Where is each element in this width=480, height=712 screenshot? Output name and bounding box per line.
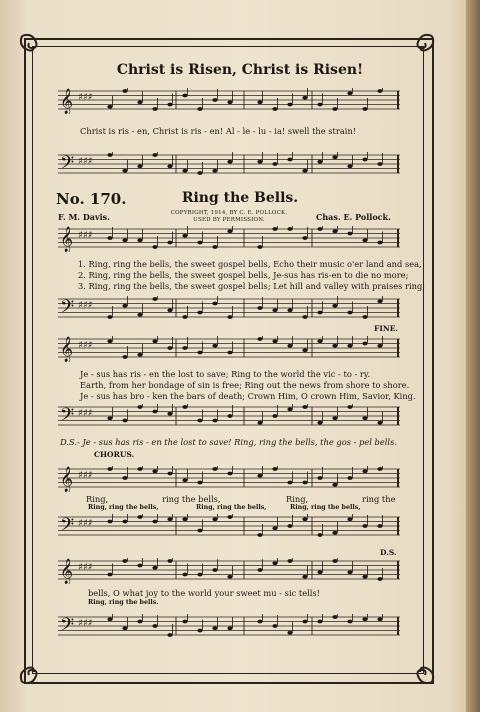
note-head xyxy=(182,405,187,409)
note-head xyxy=(272,308,277,312)
note-head xyxy=(197,311,202,315)
key-signature-icon: ♯♯♯ xyxy=(78,470,93,481)
note-head xyxy=(287,344,292,348)
key-signature-icon: ♯♯♯ xyxy=(78,408,93,419)
note-head xyxy=(182,315,187,319)
note-head xyxy=(167,164,172,168)
note-head xyxy=(287,524,292,528)
note-head xyxy=(287,407,292,411)
note-head xyxy=(182,346,187,350)
note-head xyxy=(182,620,187,624)
hymn-number: No. 170. xyxy=(56,190,127,208)
note-head xyxy=(332,416,337,420)
note-head xyxy=(332,531,337,535)
note-head xyxy=(122,89,127,93)
verse-line-3: 3. Ring, ring the bells, the sweet gospel bells; Let hill and valley with praises ring; xyxy=(78,281,426,291)
note-head xyxy=(317,227,322,231)
note-head xyxy=(257,337,262,341)
note-head xyxy=(287,227,292,231)
note-head xyxy=(377,421,382,425)
note-head xyxy=(257,474,262,478)
note-head xyxy=(197,419,202,423)
note-head xyxy=(377,577,382,581)
book-spine xyxy=(466,0,480,712)
note-head xyxy=(287,158,292,162)
note-head xyxy=(302,236,307,240)
music-staff xyxy=(58,88,400,114)
note-head xyxy=(332,229,337,233)
clef-icon: 𝄢 xyxy=(60,297,75,322)
note-head xyxy=(122,169,127,173)
note-head xyxy=(257,421,262,425)
note-head xyxy=(137,467,142,471)
note-head xyxy=(167,241,172,245)
note-head xyxy=(317,160,322,164)
note-head xyxy=(302,517,307,521)
note-head xyxy=(107,416,112,420)
note-head xyxy=(107,339,112,343)
final-treble-lyrics: bells, O what joy to the world your sweet mu - sic tells! xyxy=(88,588,321,598)
note-head xyxy=(137,353,142,357)
chorus-bass-words: Ring, ring the bells, xyxy=(196,504,267,511)
note-head xyxy=(377,89,382,93)
key-signature-icon: ♯♯♯ xyxy=(78,340,93,351)
note-head xyxy=(152,107,157,111)
note-head xyxy=(362,575,367,579)
note-head xyxy=(152,410,157,414)
staff-drawing xyxy=(58,296,400,322)
note-head xyxy=(287,103,292,107)
note-head xyxy=(287,308,292,312)
note-head xyxy=(287,481,292,485)
note-head xyxy=(212,626,217,630)
note-head xyxy=(197,107,202,111)
lyricist-name: F. M. Davis. xyxy=(58,212,110,222)
note-head xyxy=(212,517,217,521)
note-head xyxy=(137,564,142,568)
composer-name: Chas. E. Pollock. xyxy=(316,212,391,222)
key-signature-icon: ♯♯♯ xyxy=(78,92,93,103)
note-head xyxy=(272,467,277,471)
verse-line-1: 1. Ring, ring the bells, the sweet gospel bells, Echo their music o'er land and sea, xyxy=(78,259,422,269)
key-signature-icon: ♯♯♯ xyxy=(78,230,93,241)
note-head xyxy=(287,559,292,563)
top-hymn-lyrics: Christ is ris - en, Christ is ris - en! Al - le - lu - ia! swell the strain! xyxy=(80,126,357,136)
music-staff xyxy=(58,152,400,178)
note-head xyxy=(362,342,367,346)
note-head xyxy=(182,573,187,577)
note-head xyxy=(272,526,277,530)
note-head xyxy=(227,515,232,519)
note-head xyxy=(362,238,367,242)
note-head xyxy=(272,561,277,565)
clef-icon: 𝄢 xyxy=(60,515,75,540)
note-head xyxy=(137,313,142,317)
top-hymn-title: Christ is Risen, Christ is Risen! xyxy=(116,62,364,78)
note-head xyxy=(302,620,307,624)
note-head xyxy=(152,520,157,524)
note-head xyxy=(137,238,142,242)
note-head xyxy=(362,158,367,162)
note-head xyxy=(347,405,352,409)
music-staff xyxy=(58,466,400,492)
note-head xyxy=(122,626,127,630)
staff-drawing xyxy=(58,404,400,430)
note-head xyxy=(257,306,262,310)
verse2-line-3: Je - sus has bro - ken the bars of death; Crown Him, O crown Him, Savior, King. xyxy=(80,391,416,401)
note-head xyxy=(227,414,232,418)
music-staff xyxy=(58,614,400,640)
note-head xyxy=(152,566,157,570)
key-signature-icon: ♯♯♯ xyxy=(78,156,93,167)
note-head xyxy=(377,299,382,303)
note-head xyxy=(347,570,352,574)
chorus-label: CHORUS. xyxy=(94,450,135,459)
note-head xyxy=(317,570,322,574)
note-head xyxy=(167,308,172,312)
note-head xyxy=(152,245,157,249)
staff-drawing xyxy=(58,614,400,640)
clef-icon: 𝄞 xyxy=(60,227,74,252)
note-head xyxy=(122,559,127,563)
note-head xyxy=(197,351,202,355)
note-head xyxy=(347,344,352,348)
note-head xyxy=(227,315,232,319)
note-head xyxy=(212,245,217,249)
note-head xyxy=(197,573,202,577)
note-head xyxy=(182,234,187,238)
note-head xyxy=(137,515,142,519)
staff-drawing xyxy=(58,152,400,178)
final-bass-lyrics: Ring, ring the bells. xyxy=(88,599,159,606)
note-head xyxy=(212,302,217,306)
chorus-word: Ring, xyxy=(286,494,309,504)
staff-drawing xyxy=(58,336,400,362)
note-head xyxy=(377,467,382,471)
note-head xyxy=(152,297,157,301)
note-head xyxy=(107,573,112,577)
note-head xyxy=(182,94,187,98)
note-head xyxy=(167,633,172,637)
note-head xyxy=(302,348,307,352)
note-head xyxy=(212,169,217,173)
note-head xyxy=(287,631,292,635)
note-head xyxy=(347,620,352,624)
key-signature-icon: ♯♯♯ xyxy=(78,562,93,573)
note-head xyxy=(362,107,367,111)
note-head xyxy=(272,339,277,343)
note-head xyxy=(302,405,307,409)
ds-marking: D.S. xyxy=(380,548,397,557)
note-head xyxy=(332,155,337,159)
note-head xyxy=(347,311,352,315)
note-head xyxy=(377,524,382,528)
note-head xyxy=(152,339,157,343)
note-head xyxy=(362,524,367,528)
chorus-bass-words: Ring, ring the bells, xyxy=(88,504,159,511)
note-head xyxy=(302,96,307,100)
verse-line-2: 2. Ring, ring the bells, the sweet gospel bells, Je-sus has ris-en to die no more; xyxy=(78,270,409,280)
note-head xyxy=(362,416,367,420)
note-head xyxy=(227,472,232,476)
note-head xyxy=(317,103,322,107)
corner-ornament-bottom-left xyxy=(16,654,50,688)
note-head xyxy=(212,568,217,572)
note-head xyxy=(257,568,262,572)
note-head xyxy=(302,169,307,173)
note-head xyxy=(167,559,172,563)
hymn-title: Ring the Bells. xyxy=(181,190,299,206)
ds-repeat-line: D.S.- Je - sus has ris - en the lost to save! Ring, ring the bells, the gos - pel bells. xyxy=(60,437,397,447)
permission-line: USED BY PERMISSION. xyxy=(193,217,265,223)
note-head xyxy=(362,469,367,473)
note-head xyxy=(302,481,307,485)
note-head xyxy=(317,620,322,624)
music-staff xyxy=(58,404,400,430)
clef-icon: 𝄢 xyxy=(60,615,75,640)
clef-icon: 𝄞 xyxy=(60,337,74,362)
note-head xyxy=(212,98,217,102)
corner-ornament-top-left xyxy=(16,30,50,64)
note-head xyxy=(227,626,232,630)
music-staff xyxy=(58,296,400,322)
note-head xyxy=(122,355,127,359)
note-head xyxy=(182,169,187,173)
note-head xyxy=(317,421,322,425)
note-head xyxy=(347,164,352,168)
note-head xyxy=(332,483,337,487)
key-signature-icon: ♯♯♯ xyxy=(78,300,93,311)
note-head xyxy=(257,533,262,537)
note-head xyxy=(227,100,232,104)
note-head xyxy=(227,575,232,579)
note-head xyxy=(107,105,112,109)
note-head xyxy=(257,245,262,249)
note-head xyxy=(332,615,337,619)
note-head xyxy=(197,481,202,485)
clef-icon: 𝄞 xyxy=(60,89,74,114)
note-head xyxy=(107,467,112,471)
note-head xyxy=(227,160,232,164)
note-head xyxy=(257,100,262,104)
note-head xyxy=(362,617,367,621)
verse2-line-2: Earth, from her bondage of sin is free; Ring out the news from shore to shore. xyxy=(80,380,410,390)
note-head xyxy=(332,304,337,308)
note-head xyxy=(107,153,112,157)
note-head xyxy=(257,160,262,164)
note-head xyxy=(137,100,142,104)
note-head xyxy=(272,227,277,231)
note-head xyxy=(377,617,382,621)
note-head xyxy=(317,311,322,315)
note-head xyxy=(332,344,337,348)
note-head xyxy=(347,517,352,521)
note-head xyxy=(272,624,277,628)
note-head xyxy=(332,559,337,563)
music-staff xyxy=(58,336,400,362)
note-head xyxy=(362,315,367,319)
music-staff xyxy=(58,514,400,540)
note-head xyxy=(122,304,127,308)
fine-marking: FINE. xyxy=(374,324,399,333)
staff-drawing xyxy=(58,558,400,584)
note-head xyxy=(167,472,172,476)
staff-drawing xyxy=(58,466,400,492)
chorus-word: ring the bells, xyxy=(162,494,221,504)
note-head xyxy=(137,164,142,168)
verse2-line-1: Je - sus has ris - en the lost to save; Ring to the world the vic - to - ry. xyxy=(80,369,371,379)
note-head xyxy=(347,232,352,236)
note-head xyxy=(377,344,382,348)
note-head xyxy=(107,617,112,621)
staff-drawing xyxy=(58,226,400,252)
note-head xyxy=(137,405,142,409)
note-head xyxy=(197,529,202,533)
note-head xyxy=(167,346,172,350)
note-head xyxy=(107,520,112,524)
chorus-bass-words: Ring, ring the bells, xyxy=(290,504,361,511)
corner-ornament-bottom-right xyxy=(404,654,438,688)
note-head xyxy=(152,469,157,473)
note-head xyxy=(122,476,127,480)
note-head xyxy=(167,412,172,416)
clef-icon: 𝄢 xyxy=(60,153,75,178)
note-head xyxy=(227,229,232,233)
music-staff xyxy=(58,558,400,584)
note-head xyxy=(317,533,322,537)
note-head xyxy=(317,476,322,480)
note-head xyxy=(197,629,202,633)
note-head xyxy=(347,476,352,480)
chorus-word: Ring, xyxy=(86,494,109,504)
note-head xyxy=(272,107,277,111)
note-head xyxy=(272,162,277,166)
note-head xyxy=(152,153,157,157)
copyright-notice xyxy=(166,210,292,224)
note-head xyxy=(272,414,277,418)
key-signature-icon: ♯♯♯ xyxy=(78,518,93,529)
staff-drawing xyxy=(58,88,400,114)
note-head xyxy=(332,107,337,111)
note-head xyxy=(347,91,352,95)
note-head xyxy=(167,103,172,107)
note-head xyxy=(167,517,172,521)
chorus-word: ring the xyxy=(362,494,396,504)
note-head xyxy=(122,238,127,242)
copyright-line: COPYRIGHT, 1914, BY C. E. POLLOCK. xyxy=(170,210,288,216)
note-head xyxy=(182,517,187,521)
note-head xyxy=(212,467,217,471)
note-head xyxy=(107,315,112,319)
note-head xyxy=(122,520,127,524)
note-head xyxy=(212,419,217,423)
clef-icon: 𝄞 xyxy=(60,467,74,492)
music-staff xyxy=(58,226,400,252)
note-head xyxy=(377,162,382,166)
note-head xyxy=(257,620,262,624)
corner-ornament-top-right xyxy=(404,30,438,64)
clef-icon: 𝄞 xyxy=(60,559,74,584)
note-head xyxy=(197,241,202,245)
note-head xyxy=(377,241,382,245)
note-head xyxy=(197,171,202,175)
note-head xyxy=(182,478,187,482)
note-head xyxy=(227,351,232,355)
note-head xyxy=(212,344,217,348)
clef-icon: 𝄢 xyxy=(60,405,75,430)
note-head xyxy=(137,620,142,624)
note-head xyxy=(302,315,307,319)
note-head xyxy=(317,339,322,343)
key-signature-icon: ♯♯♯ xyxy=(78,618,93,629)
note-head xyxy=(122,419,127,423)
note-head xyxy=(107,236,112,240)
note-head xyxy=(152,624,157,628)
note-head xyxy=(302,575,307,579)
staff-drawing xyxy=(58,514,400,540)
